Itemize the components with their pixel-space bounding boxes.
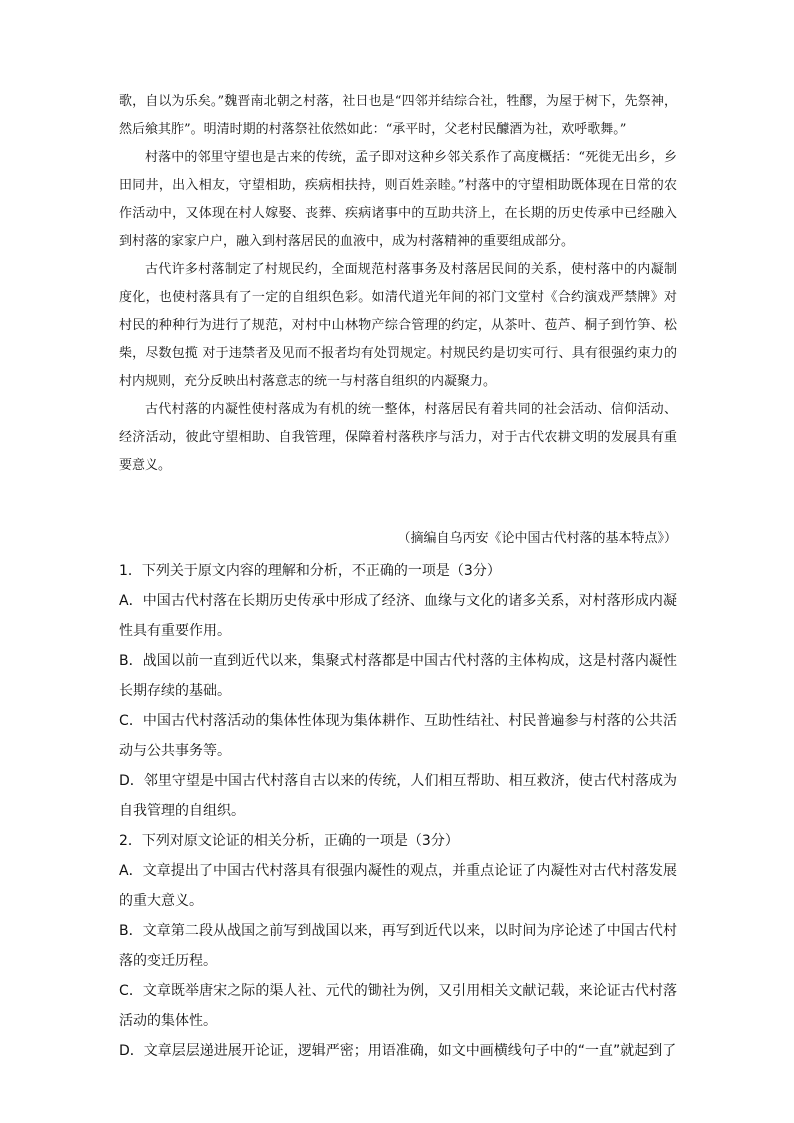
passage-source: （摘编自乌丙安《论中国古代村落的基本特点》） (397, 531, 677, 546)
question-1-option-d: D．邻里守望是中国古代村落自古以来的传统，人们相互帮助、相互救济，使古代村落成为自我管理的自组织。 (119, 773, 677, 819)
question-2-option-a: A．文章提出了中国古代村落具有很强内凝性的观点，并重点论证了内凝性对古代村落发展的重大意义。 (119, 863, 677, 909)
question-1-option-a: A．中国古代村落在长期历史传承中形成了经济、血缘与文化的诸多关系，对村落形成内凝性具有重要作用。 (119, 593, 677, 639)
question-1-option-b: B．战国以前一直到近代以来，集聚式村落都是中国古代村落的主体构成，这是村落内凝性长期存续的基础。 (119, 653, 677, 699)
question-1-stem: 1．下列关于原文内容的理解和分析，不正确的一项是（3分） (119, 563, 501, 579)
passage-paragraph-4: 古代村落的内凝性使村落成为有机的统一整体，村落居民有着共同的社会活动、信仰活动、经济活动，彼此守望相助、自我管理，保障着村落秩序与活力，对于古代农耕文明的发展具有重要意义。 (119, 402, 677, 473)
passage-paragraph-2: 村落中的邻里守望也是古来的传统，孟子即对这种乡邻关系作了高度概括：“死徙无出乡，乡田同井，出入相友，守望相助，疾病相扶持，则百姓亲睦。”村落中的守望相助既体现在日常的农作活动中，又体现在村人嫁娶、丧葬、疾病诸事中的互助共济上，在长期的历史传承中已经融入到村落的家家户户，融入到村落居民的血液中，成为村落精神的重要组成部分。 (119, 150, 677, 249)
question-list (119, 556, 677, 1066)
question-2-stem: 2．下列对原文论证的相关分析，正确的一项是（3分） (119, 833, 459, 849)
reading-passage (119, 88, 677, 480)
question-2-option-c: C．文章既举唐宋之际的渠人社、元代的锄社为例，又引用相关文献记载，来论证古代村落活动的集体性。 (119, 983, 677, 1029)
question-1-option-c: C．中国古代村落活动的集体性体现为集体耕作、互助性结社、村民普遍参与村落的公共活动与公共事务等。 (119, 713, 677, 759)
passage-paragraph-1: 歌，自以为乐矣。”魏晋南北朝之村落，社日也是“四邻并结综合社，牲醪，为屋于树下，先祭神，然后飨其胙”。明清时期的村落祭社依然如此：“承平时，父老村民醵酒为社，欢呼歌舞。” (119, 94, 677, 137)
question-2-option-d: D．文章层层递进展开论证，逻辑严密；用语准确，如文中画横线句子中的“一直”就起到了 (119, 1043, 677, 1059)
question-2-option-b: B．文章第二段从战国之前写到战国以来，再写到近代以来，以时间为序论述了中国古代村落的变迁历程。 (119, 923, 677, 969)
passage-paragraph-3: 古代许多村落制定了村规民约，全面规范村落事务及村落居民间的关系，使村落中的内凝制度化，也使村落具有了一定的自组织色彩。如清代道光年间的祁门文堂村《合约演戏严禁牌》对村民的种种行为进行了规范，对村中山林物产综合管理的约定，从茶叶、苞芦、桐子到竹笋、松柴，尽数包揽 对于违禁者及见而不报者均有处罚规定。村规民约是切实可行、具有很强约束力的村内规则，充分反映出村落意志的统一与村落自组织的内凝聚力。 (119, 262, 677, 389)
